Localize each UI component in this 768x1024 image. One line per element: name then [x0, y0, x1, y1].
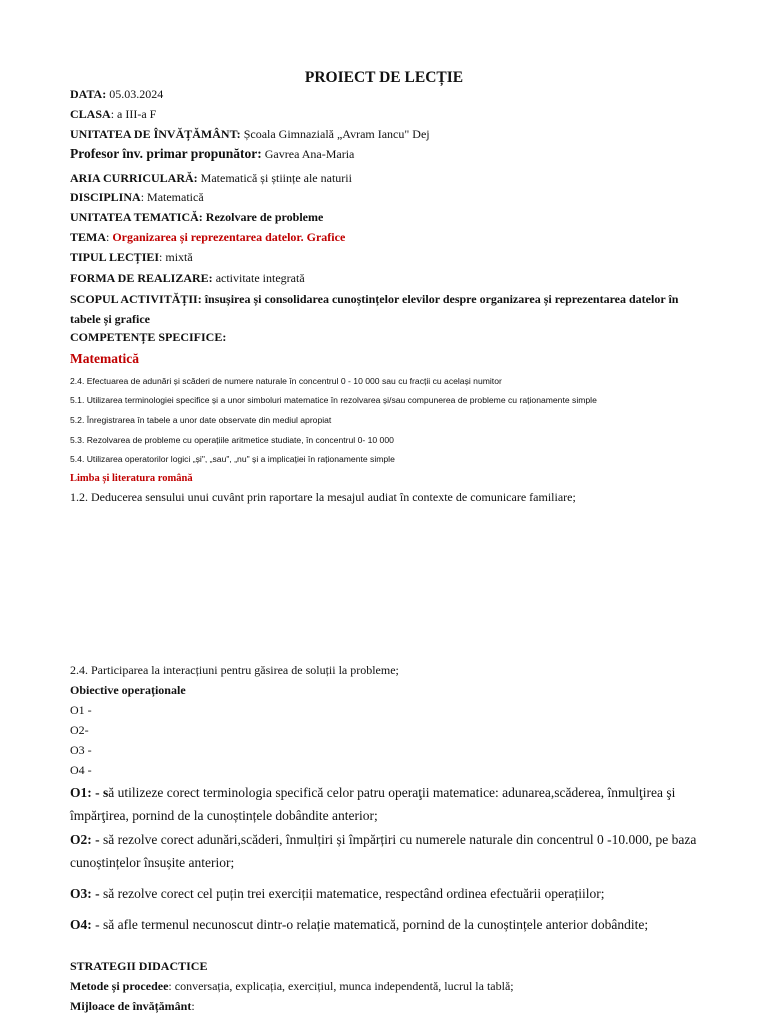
- o2-text: să rezolve corect adunări,scăderi, înmulțiri și împărțiri cu numerele naturale din concentrul 0 -10.000, pe baza cunoștințelor însușite anterior;: [70, 832, 697, 870]
- field-metode: [70, 979, 514, 994]
- competenta-item: 5.1. Utilizarea terminologiei specifice și a unor simboluri matematice în rezolvarea și/sau compunerea de probleme cu raționamente simple: [70, 395, 597, 405]
- strategii-heading: STRATEGII DIDACTICE: [70, 959, 208, 973]
- metode-label: Metode și procedee: [70, 979, 169, 993]
- competenta-item: 2.4. Efectuarea de adunări și scăderi de numere naturale în concentrul 0 - 10 000 sau cu fracții cu același numitor: [70, 376, 502, 386]
- tema-label: TEMA: [70, 230, 106, 244]
- competenta-item: 5.3. Rezolvarea de probleme cu operațiile aritmetice studiate, în concentrul 0- 10 000: [70, 435, 394, 445]
- scopul-label: SCOPUL ACTIVITĂȚII:: [70, 292, 202, 306]
- obiectiv-short: O1 -: [70, 703, 92, 717]
- unitate-value: Școala Gimnazială „Avram Iancu" Dej: [243, 127, 430, 141]
- data-value: 05.03.2024: [109, 87, 164, 101]
- obiective-heading: Obiective operaționale: [70, 683, 186, 697]
- data-label: DATA:: [70, 87, 107, 101]
- field-profesor: [70, 146, 354, 162]
- o3-label: O3: -: [70, 886, 100, 901]
- obiectiv-short: O4 -: [70, 763, 92, 777]
- mijloace-label: Mijloace de învățământ: [70, 999, 192, 1013]
- field-clasa: [70, 107, 156, 122]
- obiectiv-o1: [70, 781, 710, 827]
- disciplina-label: DISCIPLINA: [70, 190, 141, 204]
- field-unitate: [70, 127, 430, 142]
- o4-label: O4:: [70, 917, 92, 932]
- field-disciplina: [70, 190, 204, 205]
- metode-value: : conversația, explicația, exercițiul, munca independentă, lucrul la tablă;: [168, 979, 514, 993]
- forma-label: FORMA DE REALIZARE:: [70, 271, 213, 285]
- field-tipul: [70, 250, 193, 265]
- limba-item: 1.2. Deducerea sensului unui cuvânt prin raportare la mesajul audiat în contexte de comunicare familiare;: [70, 490, 576, 504]
- field-unitate-tematica: [70, 210, 323, 225]
- o3-text: să rezolve corect cel puțin trei exerciții matematice, respectând ordinea efectuării operațiilor;: [103, 886, 605, 901]
- clasa-label: CLASA: [70, 107, 111, 121]
- obiectiv-o3: [70, 882, 710, 905]
- limba-item: 2.4. Participarea la interacțiuni pentru găsirea de soluții la probleme;: [70, 663, 399, 677]
- obiectiv-short: O3 -: [70, 743, 92, 757]
- unitate-tematica-label: UNITATEA TEMATICĂ:: [70, 210, 203, 224]
- document-title: PROIECT DE LECȚIE: [304, 69, 464, 86]
- disciplina-value: : Matematică: [140, 190, 204, 204]
- limba-heading: Limba și literatura română: [70, 473, 193, 484]
- tema-value: Organizarea și reprezentarea datelor. Grafice: [112, 230, 346, 244]
- field-data: [70, 87, 163, 102]
- field-tema: TEMA: Organizarea și reprezentarea datelor. Grafice: [70, 230, 346, 244]
- field-scopul: [70, 289, 710, 329]
- competenta-item: 5.2. Înregistrarea în tabele a unor date observate din mediul apropiat: [70, 415, 332, 425]
- unitate-tematica-value: Rezolvare de probleme: [205, 210, 324, 224]
- mijloace-value: :: [191, 999, 195, 1013]
- field-mijloace: [70, 999, 195, 1014]
- tipul-value: : mixtă: [159, 250, 193, 264]
- clasa-value: : a III-a F: [110, 107, 157, 121]
- competenta-item: 5.4. Utilizarea operatorilor logici „și", „sau", „nu" și a implicației în raționamente simple: [70, 454, 395, 464]
- obiectiv-short: O2-: [70, 723, 89, 737]
- unitate-label: UNITATEA DE ÎNVĂȚĂMÂNT:: [70, 127, 241, 141]
- tipul-label: TIPUL LECȚIEI: [70, 250, 160, 264]
- o2-label: O2: -: [70, 832, 100, 847]
- aria-label: ARIA CURRICULARĂ:: [70, 171, 198, 185]
- matematica-heading: Matematică: [70, 351, 139, 366]
- scopul-value: însușirea și consolidarea cunoștințelor elevilor despre organizarea și reprezentarea datelor în tabele și grafice: [70, 292, 679, 326]
- field-forma: [70, 271, 305, 286]
- profesor-label: Profesor înv. primar propunător:: [70, 146, 262, 161]
- obiectiv-o2: [70, 828, 710, 874]
- o4-text: - să afle termenul necunoscut dintr-o relație matematică, pornind de la cunoștințele anterior dobândite;: [95, 917, 649, 932]
- field-aria: [70, 171, 352, 186]
- o1-label: O1: - s: [70, 785, 109, 800]
- profesor-value: Gavrea Ana-Maria: [264, 147, 355, 161]
- forma-value: activitate integrată: [215, 271, 305, 285]
- o1-text: ă utilizeze corect terminologia specifică celor patru operaţii matematice: adunarea,scăderea, înmulţirea şi împărţirea, pornind de la cunoștințele dobândite anterior;: [70, 785, 676, 823]
- aria-value: Matematică și științe ale naturii: [200, 171, 352, 185]
- competente-heading: COMPETENȚE SPECIFICE:: [70, 330, 227, 344]
- obiectiv-o4: [70, 913, 710, 936]
